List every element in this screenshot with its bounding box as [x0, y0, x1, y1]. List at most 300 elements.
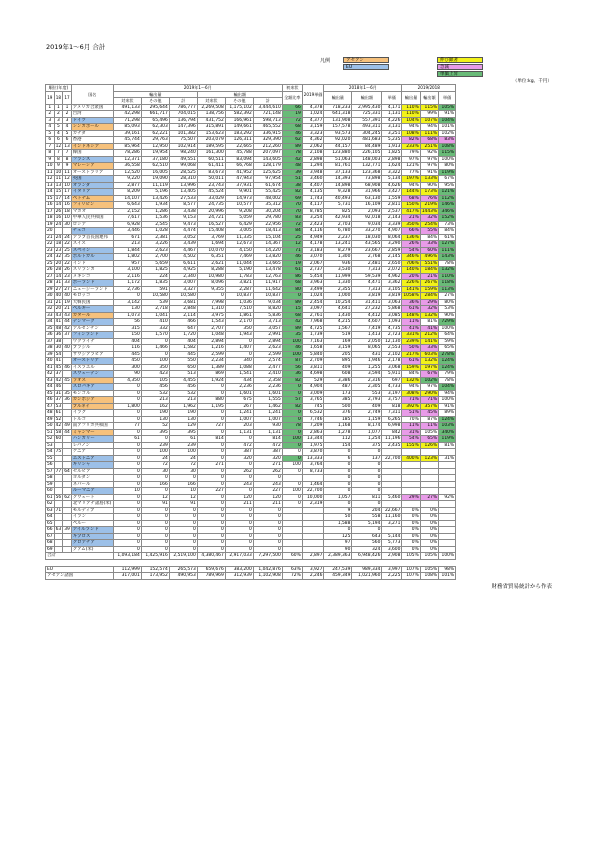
cell-r18: 53 — [55, 403, 62, 409]
cell-up: 3,963 — [302, 280, 324, 287]
cell-v2: 4,150 — [225, 247, 253, 254]
cell-q1: 0 — [113, 442, 141, 449]
header-q-frozen: 対来状 — [113, 98, 141, 105]
cell-q2: 295,644 — [141, 104, 169, 111]
cell-q18: 131,908 — [324, 117, 352, 124]
total-q2: 1,425,916 — [141, 553, 169, 560]
cell-q2: 105 — [141, 377, 169, 384]
asean-v1: 789,969 — [197, 573, 225, 580]
cell-r19: 7 — [46, 143, 55, 150]
cell-q2: 30 — [141, 468, 169, 475]
cell-rq: 94% — [402, 182, 420, 189]
cell-r18: 24 — [55, 234, 62, 240]
cell-v18: 1,946 — [352, 358, 382, 365]
cell-v1: 3,975 — [197, 312, 225, 319]
cell-r17: 23 — [64, 273, 70, 279]
cell-v2: 434 — [225, 377, 253, 384]
cell-name: スイス — [71, 241, 113, 248]
cell-q1: 85,964 — [113, 143, 141, 150]
cell-rp: 100% — [439, 156, 456, 163]
cell-r18: 23 — [55, 247, 62, 253]
cell-v2: 1,783 — [225, 273, 253, 280]
cell-rv: 97% — [420, 384, 438, 391]
cell-v1: 138,756 — [197, 111, 225, 118]
cell-q1: 3,100 — [113, 267, 141, 274]
cell-q18: 1,168 — [324, 423, 352, 430]
cell-q2: 1,286 — [141, 208, 169, 215]
cell-r19: 62 — [47, 501, 53, 506]
cell-q1: 150 — [113, 332, 141, 339]
cell-qt: 2,340 — [169, 273, 197, 280]
cell-r17: 35 — [64, 254, 70, 259]
cell-v2: 166,961 — [225, 117, 253, 124]
eu-rp: 98% — [439, 566, 456, 573]
cell-rq: 97% — [402, 156, 420, 163]
cell-r17: 8 — [63, 156, 72, 163]
cell-p18: 2,072 — [382, 267, 402, 274]
total-v1: 4,380,467 — [197, 553, 225, 560]
cell-v1: 0 — [197, 514, 225, 521]
cell-up: 1,464 — [302, 481, 324, 488]
cell-q1: 10 — [113, 488, 141, 495]
header-v-frozen: 対来状 — [197, 98, 225, 105]
cell-rv: 92% — [420, 150, 438, 157]
table-row — [46, 423, 456, 430]
header-country: 国名 — [71, 85, 113, 105]
cell-up: 8,785 — [302, 208, 324, 215]
cell-rq: 11% — [402, 423, 420, 430]
cell-name: インド — [71, 260, 113, 267]
asean-vt: 1,102,908 — [253, 573, 282, 580]
total-rq: 105% — [402, 553, 420, 560]
cell-qt: 466 — [169, 319, 197, 326]
cell-name: ネパール — [71, 481, 113, 488]
cell-v1: 1,310 — [197, 306, 225, 313]
asean-summary-row — [46, 573, 456, 580]
header-period2018: 2018年1～6月 — [324, 85, 402, 92]
cell-r19: 59 — [47, 481, 53, 487]
cell-rv: 107% — [420, 117, 438, 124]
cell-vt: 15,104 — [253, 234, 282, 241]
cell-r18: 14 — [55, 273, 62, 279]
cell-v2: 1,007 — [225, 416, 253, 423]
cell-r18: 28 — [55, 267, 62, 272]
cell-r19: 40 — [47, 358, 53, 363]
cell-p18: 818 — [382, 403, 402, 410]
cell-name: イラン — [71, 514, 113, 521]
cell-p18: 22,667 — [382, 507, 402, 514]
cell-v2: 1,407 — [225, 345, 253, 352]
cell-q2: 3,226 — [141, 241, 169, 248]
cell-r18: 71 — [55, 507, 62, 513]
cell-r17: 14 — [64, 195, 70, 201]
cell-name: メキシコ — [71, 273, 113, 280]
cell-ratio: 78 — [282, 150, 302, 157]
cell-r17: 22 — [64, 260, 70, 266]
cell-name: アイルランド — [71, 527, 113, 534]
cell-name: ケニア — [71, 449, 113, 456]
cell-rv: 45% — [420, 410, 438, 417]
cell-v2: 1,861 — [225, 312, 253, 319]
total-q1: 1,093,184 — [113, 553, 141, 560]
cell-r19: 34 — [47, 319, 53, 324]
cell-rp: 83% — [439, 137, 456, 144]
cell-q18: 6 — [324, 455, 352, 462]
cell-rv: 290% — [420, 390, 438, 397]
cell-name: オランダ — [71, 182, 113, 189]
cell-vt: 11,642 — [253, 286, 282, 293]
cell-q1: 315 — [113, 325, 141, 332]
cell-v1: 1,195 — [197, 403, 225, 410]
cell-r19: 53 — [47, 442, 53, 448]
cell-v2: 120 — [225, 494, 253, 501]
cell-ratio: 0 — [282, 455, 302, 462]
cell-name: カタール — [71, 312, 113, 319]
cell-qt: 704,015 — [169, 111, 197, 118]
cell-r18: 10 — [55, 169, 62, 175]
cell-ratio: 82 — [282, 403, 302, 410]
cell-ratio: 56 — [282, 364, 302, 371]
cell-q18: 97 — [324, 540, 352, 547]
cell-q18: 2,237 — [324, 234, 352, 241]
cell-r19: 21 — [47, 234, 53, 240]
cell-rv: 41% — [420, 325, 438, 332]
cell-q18: 13,241 — [324, 241, 352, 248]
cell-q2: 239 — [141, 442, 169, 449]
cell-v18: 3,819 — [352, 293, 382, 300]
cell-r18: 63 — [55, 527, 62, 532]
cell-r17: 42 — [64, 325, 70, 331]
cell-rp: 132% — [439, 267, 456, 274]
cell-vt: 930 — [253, 423, 282, 430]
cell-r18: 56 — [55, 494, 62, 500]
cell-q18: 825 — [324, 208, 352, 215]
cell-r17: 27 — [64, 286, 70, 292]
cell-q2: 332 — [141, 325, 169, 332]
cell-q1: 300 — [113, 364, 141, 371]
cell-v2: 10,577 — [225, 202, 253, 209]
cell-qt: 456 — [169, 384, 197, 391]
cell-ratio: 68 — [282, 124, 302, 131]
cell-q2: 2,545 — [141, 221, 169, 228]
cell-v18: 27,232 — [352, 306, 382, 313]
cell-v18: 63,130 — [352, 195, 382, 202]
cell-p18: 6,998 — [382, 423, 402, 430]
cell-rq: 79% — [402, 150, 420, 157]
cell-up: 4,949 — [302, 234, 324, 241]
cell-rq: 61% — [402, 358, 420, 365]
cell-r18: 24 — [55, 221, 62, 227]
cell-name: 台湾 — [71, 111, 113, 118]
cell-name: マレーシア — [71, 163, 113, 170]
cell-name: クウェート — [71, 494, 113, 501]
cell-r19: 30 — [47, 293, 53, 298]
cell-q2: 166 — [141, 481, 169, 488]
cell-r18: 27 — [55, 286, 62, 292]
cell-r19: 61 — [47, 494, 53, 500]
cell-v2: 1,088 — [225, 364, 253, 371]
cell-rq: 54% — [402, 436, 420, 443]
cell-v1: 8,288 — [197, 267, 225, 274]
cell-r18: 15 — [55, 189, 62, 194]
cell-name: ブラジル — [71, 345, 113, 352]
cell-r18: 61 — [55, 410, 62, 415]
cell-rv: 29% — [420, 299, 438, 306]
cell-ratio: 82 — [282, 377, 302, 384]
cell-up: 2,863 — [302, 429, 324, 436]
cell-v18: 304,245 — [352, 130, 382, 137]
cell-v18: 493,311 — [352, 124, 382, 131]
cell-rq: 0% — [402, 546, 420, 553]
cell-qt: 3,327 — [169, 286, 197, 293]
cell-vt: 0 — [253, 507, 282, 514]
cell-q1: 3,446 — [113, 228, 141, 235]
cell-v2: 83,094 — [225, 156, 253, 163]
cell-r19: 57 — [47, 468, 53, 474]
cell-q2: 37,180 — [141, 156, 169, 163]
cell-ratio: 0 — [282, 384, 302, 391]
cell-r17: 9 — [63, 163, 72, 170]
cell-p18: 3,600 — [382, 546, 402, 553]
cell-q1: 0 — [113, 527, 141, 534]
cell-name: アラブ首長国連邦 — [71, 234, 113, 241]
cell-q1: 42,298 — [113, 111, 141, 118]
cell-v18: 18,030 — [352, 234, 382, 241]
cell-r19: 15 — [47, 195, 53, 201]
page-title: 2019年1～6月 合計 — [46, 43, 106, 51]
cell-v2: 0 — [225, 488, 253, 495]
cell-rq: 1058% — [403, 293, 419, 298]
cell-rp: 110% — [439, 273, 456, 280]
cell-q1: 0 — [113, 520, 141, 527]
header-ratio-col: 全額比率 — [282, 91, 302, 104]
cell-ratio: 80 — [282, 286, 302, 293]
cell-q1: 0 — [113, 475, 141, 482]
cell-up: 6,532 — [302, 410, 324, 417]
cell-q18: 51,063 — [324, 156, 352, 163]
cell-ratio: 0 — [282, 501, 302, 508]
eu-q1: 112,999 — [113, 566, 141, 573]
cell-rv: 123% — [420, 455, 438, 462]
cell-v18: 553 — [352, 390, 382, 397]
cell-name: モンゴル — [71, 390, 113, 397]
cell-q18: 90 — [324, 546, 352, 553]
cell-q2: 0 — [141, 527, 169, 534]
header-seed: 初来状 — [282, 85, 302, 92]
eu-v2: 383,200 — [225, 566, 253, 573]
cell-ratio: 89 — [282, 325, 302, 332]
cell-up: 3,323 — [302, 130, 324, 137]
cell-rq: 0% — [402, 520, 420, 527]
cell-qt: 2,114 — [169, 312, 197, 319]
cell-q1: 445 — [113, 351, 141, 358]
cell-rv: 132% — [420, 358, 438, 365]
cell-v1: 0 — [197, 540, 225, 547]
cell-v2: 0 — [225, 546, 253, 553]
cell-ratio: 51 — [282, 176, 302, 183]
cell-v1: 1,924 — [197, 377, 225, 384]
cell-rp: 90% — [439, 312, 456, 319]
cell-q18: 0 — [324, 468, 352, 475]
cell-p18: 1,559 — [382, 195, 402, 202]
cell-r19: 19 — [47, 221, 53, 227]
cell-up: 3,097 — [302, 306, 324, 313]
cell-r17: 21 — [64, 306, 70, 311]
total-v18: 6,948,426 — [352, 553, 382, 560]
cell-v1: 227 — [197, 488, 225, 495]
cell-v2: 1,241 — [225, 410, 253, 417]
cell-q18: 500 — [324, 403, 352, 410]
cell-vt: 22,956 — [253, 221, 282, 228]
cell-vt: 0 — [253, 527, 282, 534]
cell-qt: 13,996 — [169, 182, 197, 189]
cell-rv: 603% — [420, 351, 438, 358]
cell-q18: 173 — [324, 390, 352, 397]
cell-p18: 4,171 — [382, 104, 402, 111]
cell-name: アメリカ合衆国 — [71, 104, 113, 111]
cell-vt: 1,555 — [253, 397, 282, 404]
cell-q2: 16,005 — [141, 169, 169, 176]
cell-rq: 350% — [402, 221, 420, 228]
cell-v2: 0 — [225, 533, 253, 540]
cell-rq: 110% — [402, 111, 420, 118]
cell-v18: 431 — [352, 351, 382, 358]
cell-name: クロアチア — [71, 540, 113, 547]
cell-v18: 1,077 — [352, 429, 382, 436]
cell-rv: 0% — [420, 540, 438, 547]
cell-name: シンガポール — [71, 124, 113, 131]
cell-r18: 48 — [55, 325, 62, 331]
asean-q18: 459,349 — [324, 573, 352, 580]
cell-r19: 33 — [47, 312, 53, 318]
cell-v2: 41,952 — [225, 169, 253, 176]
cell-rq: 140% — [402, 267, 420, 274]
cell-ratio: 0 — [282, 468, 302, 475]
cell-q2: 1,536 — [141, 215, 169, 222]
cell-v1: 20,996 — [197, 208, 225, 215]
cell-r19: 65 — [47, 520, 53, 526]
cell-p18: 5,773 — [382, 540, 402, 547]
header-price18: 単価 — [382, 91, 402, 104]
cell-p18: 5,460 — [382, 494, 402, 501]
cell-v2: 1,541 — [225, 371, 253, 378]
cell-q18: 6,780 — [324, 228, 352, 235]
cell-rq: 392% — [402, 403, 420, 410]
cell-v18: 4,471 — [352, 280, 382, 287]
cell-vt: 2,574 — [253, 358, 282, 365]
cell-up: 4,698 — [302, 371, 324, 378]
cell-v18: 2,050 — [352, 338, 382, 345]
cell-name: ポーランド — [71, 280, 113, 287]
cell-q2: 13,426 — [141, 195, 169, 202]
cell-rv: 254% — [420, 221, 438, 228]
cell-vt: 387 — [253, 449, 282, 456]
cell-name: ギリシャ — [71, 462, 113, 469]
cell-p18: 3,197 — [382, 390, 402, 397]
cell-v18: 0 — [352, 488, 382, 495]
cell-q2: 213 — [141, 397, 169, 404]
cell-q2: 0 — [141, 546, 169, 553]
cell-ratio: 82 — [282, 189, 302, 196]
cell-v1: 10,980 — [197, 273, 225, 280]
cell-q2: 130 — [141, 416, 169, 423]
cell-rq: 26% — [402, 241, 420, 248]
cell-rv: 0% — [420, 527, 438, 534]
cell-ratio: 57 — [282, 397, 302, 404]
header-qty18: 輸出量 — [324, 91, 352, 104]
cell-v18: 73,898 — [352, 176, 382, 183]
cell-v1: 83,673 — [197, 169, 225, 176]
cell-q1: 2,116 — [113, 273, 141, 280]
cell-q2: 19,090 — [141, 176, 169, 183]
cell-v18: 59,539 — [352, 273, 382, 280]
cell-ratio: 71 — [282, 247, 302, 254]
cell-q18: 0 — [324, 527, 352, 534]
cell-v1: 2,234 — [197, 358, 225, 365]
cell-q1: 7,617 — [113, 215, 141, 222]
cell-q2: 0 — [141, 475, 169, 482]
cell-r17: 17 — [64, 189, 70, 194]
cell-q18: 1,567 — [324, 325, 352, 332]
cell-vt: 61,674 — [253, 182, 282, 189]
cell-vt: 3,057 — [253, 325, 282, 332]
cell-q18: 157,578 — [324, 124, 352, 131]
cell-q2: 62,221 — [141, 130, 169, 137]
cell-rv: 33% — [420, 241, 438, 248]
cell-q18: 185 — [324, 416, 352, 423]
cell-q2: 456 — [141, 384, 169, 391]
cell-v18: 2,481 — [352, 260, 382, 267]
cell-name: キプロス — [71, 533, 113, 540]
cell-name: オーストラリア — [71, 169, 113, 176]
cell-p18: 4,907 — [382, 228, 402, 235]
cell-q1: 85,093 — [113, 124, 141, 131]
cell-rv: 0% — [420, 533, 438, 540]
cell-v2: 126,311 — [225, 137, 253, 144]
cell-p18: 2,102 — [382, 351, 402, 358]
cell-name: フィンランド — [71, 332, 113, 339]
cell-v1: 61,411 — [197, 163, 225, 170]
cell-q2: 0 — [141, 351, 169, 358]
cell-rv: 267% — [420, 280, 438, 287]
cell-p18: 3,063 — [382, 299, 402, 306]
cell-p18: 3,085 — [382, 312, 402, 319]
cell-v18: 226,105 — [352, 150, 382, 157]
cell-q2: 224 — [141, 273, 169, 280]
cell-rp: 94% — [439, 390, 456, 397]
cell-p18: 3,105 — [382, 286, 402, 293]
cell-q18: 2,703 — [324, 221, 352, 228]
cell-v2: 2,287 — [225, 286, 253, 293]
cell-qt: 12 — [169, 494, 197, 501]
cell-q1: 2,152 — [113, 208, 141, 215]
cell-r18: 17 — [55, 195, 62, 201]
cell-q1: 78,286 — [113, 150, 141, 157]
cell-q1: 56 — [113, 319, 141, 326]
cell-r18: 43 — [55, 312, 62, 318]
cell-v1: 814 — [197, 436, 225, 443]
cell-rv: 496% — [420, 254, 438, 261]
cell-v1: 0 — [197, 442, 225, 449]
cell-q2: 91 — [141, 501, 169, 508]
cell-q18: 409 — [324, 364, 352, 371]
cell-q18: 8,279 — [324, 247, 352, 254]
cell-p18: 2,723 — [382, 332, 402, 339]
cell-rv: 1443% — [421, 208, 438, 214]
cell-rq: 0% — [402, 514, 420, 521]
cell-q1: 6,643 — [113, 202, 141, 209]
cell-q18: 4,215 — [324, 319, 352, 326]
